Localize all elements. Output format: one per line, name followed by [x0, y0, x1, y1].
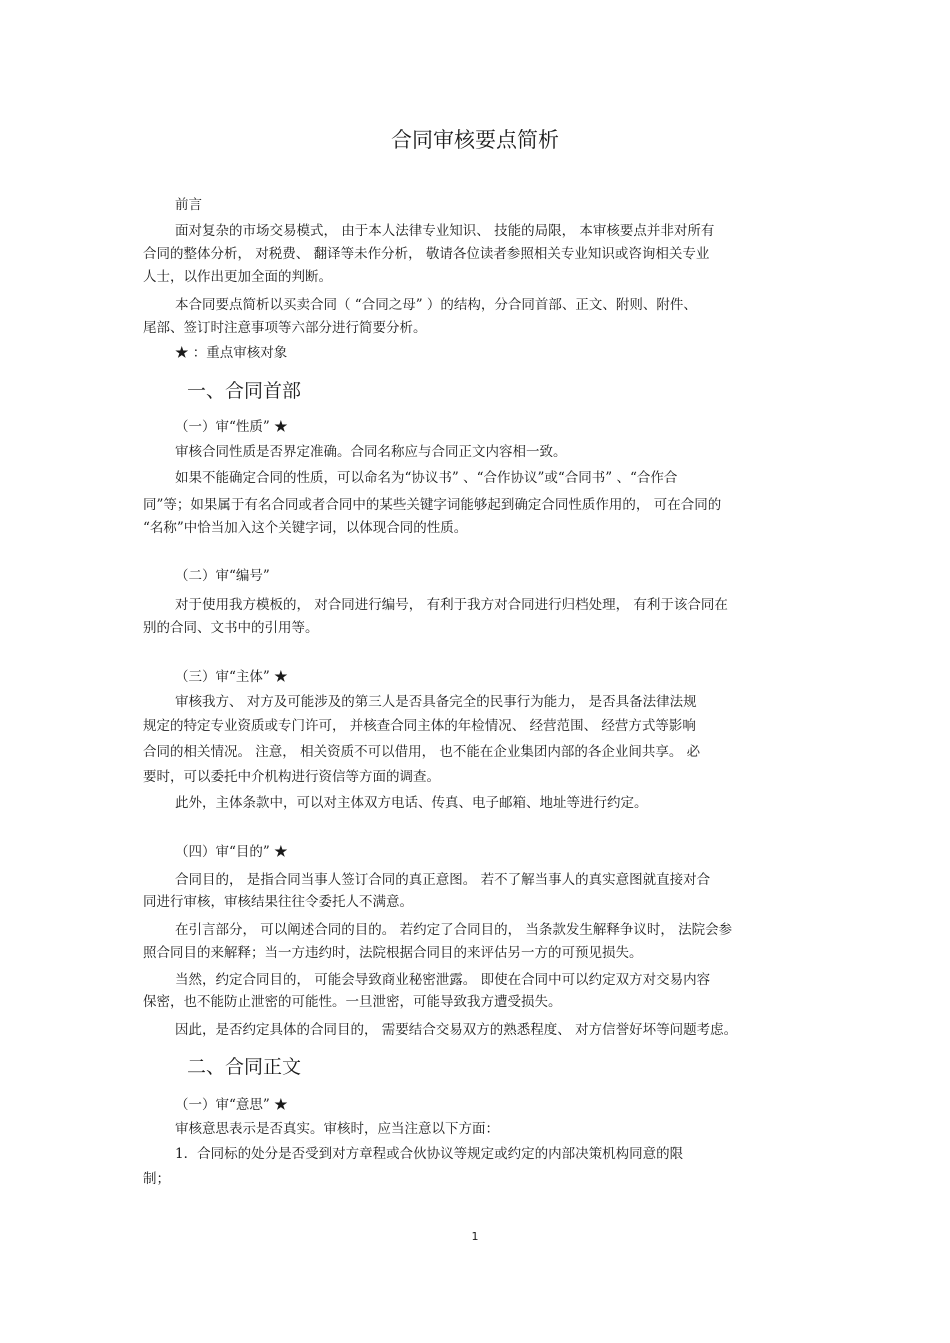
legend-line: ★ ：重点审核对象	[175, 345, 288, 361]
section-1-heading: 一、合同首部	[187, 380, 302, 402]
s1-4-p2-l1: 在引言部分， 可以阐述合同的目的。 若约定了合同目的， 当条款发生解释争议时， 法院会参	[175, 922, 733, 938]
preface-p2-l2: 尾部、签订时注意事项等六部分进行简要分析。	[143, 320, 427, 336]
s1-4-p3-l1: 当然，约定合同目的， 可能会导致商业秘密泄露。 即使在合同中可以约定双方对交易内容	[175, 972, 711, 988]
preface-heading: 前言	[175, 197, 202, 213]
s1-1-p2-l3: “名称”中恰当加入这个关键字词，以体现合同的性质。	[143, 520, 468, 536]
s1-4-p3-l2: 保密，也不能防止泄密的可能性。一旦泄密，可能导致我方遭受损失。	[143, 994, 562, 1010]
s1-3-p1-l4: 要时，可以委托中介机构进行资信等方面的调查。	[143, 769, 440, 785]
s2-1-item1-l2: 制；	[143, 1171, 170, 1187]
s2-1-item1-l1: 1．合同标的处分是否受到对方章程或合伙协议等规定或约定的内部决策机构同意的限	[175, 1146, 684, 1162]
s1-3-p1-l2: 规定的特定专业资质或专门许可， 并核查合同主体的年检情况、 经营范围、 经营方式等影响	[143, 718, 696, 734]
page-number: 1	[471, 1230, 479, 1243]
s1-4-heading: （四）审“目的” ★	[175, 844, 288, 860]
s1-1-p1: 审核合同性质是否界定准确。合同名称应与合同正文内容相一致。	[175, 444, 567, 460]
s1-2-p1-l1: 对于使用我方模板的， 对合同进行编号， 有利于我方对合同进行归档处理， 有利于该合同在	[175, 597, 728, 613]
s1-3-p2: 此外，主体条款中，可以对主体双方电话、传真、电子邮箱、地址等进行约定。	[175, 795, 648, 811]
s1-2-p1-l2: 别的合同、文书中的引用等。	[143, 620, 319, 636]
preface-p1-l1: 面对复杂的市场交易模式， 由于本人法律专业知识、 技能的局限， 本审核要点并非对所有	[175, 223, 715, 239]
preface-p1-l2: 合同的整体分析， 对税费、 翻译等未作分析， 敬请各位读者参照相关专业知识或咨询相关专业	[143, 246, 710, 262]
s2-1-p1: 审核意思表示是否真实。审核时，应当注意以下方面：	[175, 1121, 499, 1137]
s1-2-heading: （二）审“编号”	[175, 568, 270, 584]
s1-1-heading: （一）审“性质” ★	[175, 419, 288, 435]
s1-4-p1-l2: 同进行审核，审核结果往往令委托人不满意。	[143, 894, 413, 910]
s1-4-p2-l2: 照合同目的来解释；当一方违约时，法院根据合同目的来评估另一方的可预见损失。	[143, 945, 643, 961]
s1-3-heading: （三）审“主体” ★	[175, 669, 288, 685]
document-title: 合同审核要点简析	[391, 128, 559, 152]
s1-3-p1-l1: 审核我方、 对方及可能涉及的第三人是否具备完全的民事行为能力， 是否具备法律法规	[175, 694, 697, 710]
s1-4-p4: 因此，是否约定具体的合同目的， 需要结合交易双方的熟悉程度、 对方信誉好坏等问题考虑。	[175, 1022, 738, 1038]
s1-1-p2-l1: 如果不能确定合同的性质，可以命名为“协议书” 、“合作协议”或“合同书” 、“合作合	[175, 470, 678, 486]
preface-p1-l3: 人士，以作出更加全面的判断。	[143, 269, 332, 285]
s2-1-heading: （一）审“意思” ★	[175, 1097, 288, 1113]
s1-3-p1-l3: 合同的相关情况。 注意， 相关资质不可以借用， 也不能在企业集团内部的各企业间共享。 必	[143, 744, 701, 760]
s1-4-p1-l1: 合同目的， 是指合同当事人签订合同的真正意图。 若不了解当事人的真实意图就直接对合	[175, 872, 711, 888]
s1-1-p2-l2: 同”等；如果属于有名合同或者合同中的某些关键字词能够起到确定合同性质作用的， 可在合同的	[143, 497, 722, 513]
preface-p2-l1: 本合同要点简析以买卖合同（ “合同之母” ）的结构，分合同首部、正文、附则、附件、	[175, 297, 697, 313]
section-2-heading: 二、合同正文	[187, 1056, 302, 1078]
